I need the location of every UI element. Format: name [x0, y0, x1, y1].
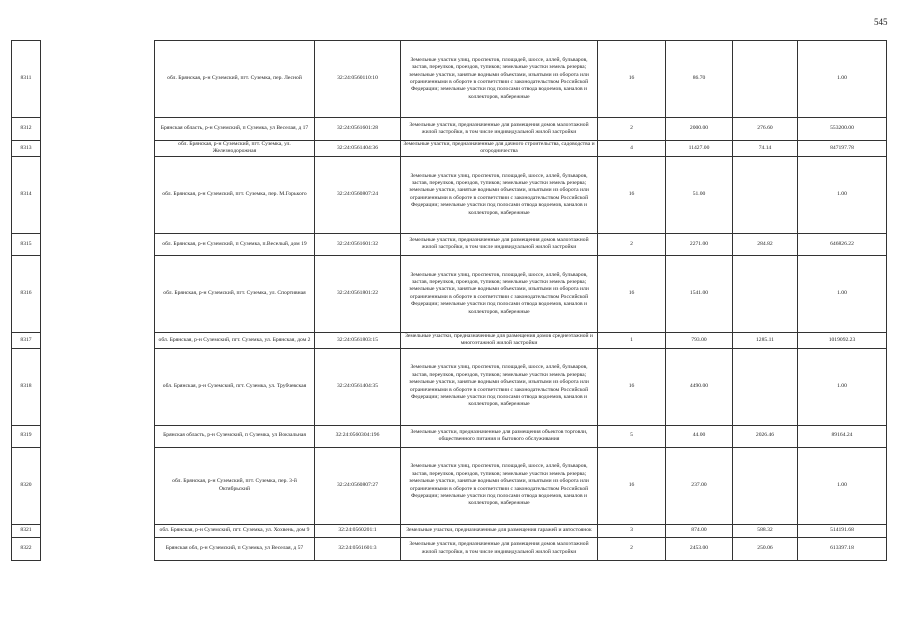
- table-row: [12, 425, 887, 447]
- table-row: [12, 524, 887, 537]
- land-purpose-cell: Земельные участки улиц, проспектов, площадей, шоссе, аллей, бульваров, застав, переулков, проездов, тупиков; земельные участки земель резерва; земельные участки, занятые водными объектами, изъятыми из оборота или ограниченными в обороте в соответствии с законодательством Российской Федерации; земельные участки под полосами отвода водоемов, каналов и коллекторов, набережные: [401, 348, 598, 425]
- cadastral-number-cell: 32:24:0561601:28: [315, 118, 401, 141]
- address-cell: Брянская область, р-н Суземский, п Суземка, ул Вокзальная: [155, 425, 315, 447]
- blank-cell: [41, 41, 155, 118]
- cadastral-value-cell: 553200.00: [798, 118, 887, 141]
- land-purpose-cell: Земельные участки, предназначенные для дачного строительства, садоводства и огородничества: [401, 141, 598, 157]
- area-cell: 2000.00: [666, 118, 733, 141]
- land-purpose-cell: Земельные участки, предназначенные для размещения домов малоэтажной жилой застройки, в том числе индивидуальной жилой застройки: [401, 233, 598, 255]
- area-cell: 237.00: [666, 447, 733, 524]
- cadastral-number-cell: 32:24:0560110:10: [315, 41, 401, 118]
- group-cell: 1: [598, 332, 666, 348]
- address-cell: обл. Брянская, р-н Суземский, пгт. Суземка, ул. Железнодорожная: [155, 141, 315, 157]
- table-body: [12, 41, 887, 561]
- row-id: 8320: [12, 447, 41, 524]
- land-purpose-cell: Земельные участки, предназначенные для размещения домов среднеэтажной и многоэтажной жилой застройки: [401, 332, 598, 348]
- rate-cell: 1285.11: [733, 332, 798, 348]
- cadastral-number-cell: 32:24:0561601:32: [315, 233, 401, 255]
- cadastral-value-cell: 89164.24: [798, 425, 887, 447]
- address-cell: обл. Брянская, р-н Суземский, пгт. Суземка, пер. М.Горького: [155, 156, 315, 233]
- area-cell: 2271.00: [666, 233, 733, 255]
- land-purpose-cell: Земельные участки улиц, проспектов, площадей, шоссе, аллей, бульваров, застав, переулков, проездов, тупиков; земельные участки земель резерва; земельные участки, занятые водными объектами, изъятыми из оборота или ограниченными в обороте в соответствии с законодательством Российской Федерации; земельные участки под полосами отвода водоемов, каналов и коллекторов, набережные: [401, 447, 598, 524]
- area-cell: 44.00: [666, 425, 733, 447]
- row-id: 8313: [12, 141, 41, 157]
- group-cell: 16: [598, 255, 666, 332]
- address-cell: обл. Брянская, р-н Суземский, пгт. Суземка, ул. Трубчевская: [155, 348, 315, 425]
- table-row: [12, 141, 887, 157]
- blank-cell: [41, 118, 155, 141]
- blank-cell: [41, 524, 155, 537]
- group-cell: 16: [598, 447, 666, 524]
- row-id: 8322: [12, 537, 41, 560]
- area-cell: 793.00: [666, 332, 733, 348]
- blank-cell: [41, 233, 155, 255]
- rate-cell: 250.06: [733, 537, 798, 560]
- blank-cell: [41, 156, 155, 233]
- row-id: 8317: [12, 332, 41, 348]
- address-cell: обл. Брянская, р-н Суземский, п Суземка, п.Веселый, дом 19: [155, 233, 315, 255]
- cadastral-value-cell: 1.00: [798, 41, 887, 118]
- table-row: [12, 348, 887, 425]
- group-cell: 16: [598, 41, 666, 118]
- table-row: [12, 537, 887, 560]
- row-id: 8311: [12, 41, 41, 118]
- row-id: 8318: [12, 348, 41, 425]
- rate-cell: [733, 447, 798, 524]
- cadastral-number-cell: 32:24:0561803:15: [315, 332, 401, 348]
- group-cell: 16: [598, 156, 666, 233]
- table-row: [12, 118, 887, 141]
- table-row: [12, 332, 887, 348]
- cadastral-value-cell: 1019092.23: [798, 332, 887, 348]
- land-purpose-cell: Земельные участки, предназначенные для размещения объектов торговли, общественного питания и бытового обслуживания: [401, 425, 598, 447]
- row-id: 8314: [12, 156, 41, 233]
- blank-cell: [41, 348, 155, 425]
- rate-cell: 74.14: [733, 141, 798, 157]
- rate-cell: 588.32: [733, 524, 798, 537]
- rate-cell: [733, 156, 798, 233]
- area-cell: 51.00: [666, 156, 733, 233]
- row-id: 8321: [12, 524, 41, 537]
- address-cell: обл. Брянская, р-н Суземский, пгт. Суземка, ул. Брянская, дом 2: [155, 332, 315, 348]
- land-purpose-cell: Земельные участки улиц, проспектов, площадей, шоссе, аллей, бульваров, застав, переулков, проездов, тупиков; земельные участки земель резерва; земельные участки, занятые водными объектами, изъятыми из оборота или ограниченными в обороте в соответствии с законодательством Российской Федерации; земельные участки под полосами отвода водоемов, каналов и коллекторов, набережные: [401, 156, 598, 233]
- group-cell: 5: [598, 425, 666, 447]
- table-row: [12, 255, 887, 332]
- area-cell: 4490.00: [666, 348, 733, 425]
- address-cell: обл. Брянская, р-н Суземский, пгт. Суземка, ул. Спортивная: [155, 255, 315, 332]
- group-cell: 2: [598, 537, 666, 560]
- page-number: 545: [874, 17, 888, 27]
- row-id: 8315: [12, 233, 41, 255]
- group-cell: 2: [598, 118, 666, 141]
- area-cell: 2453.00: [666, 537, 733, 560]
- group-cell: 4: [598, 141, 666, 157]
- blank-cell: [41, 425, 155, 447]
- address-cell: Брянская область, р-н Суземский, п Суземка, ул Веселая, д 17: [155, 118, 315, 141]
- area-cell: 874.00: [666, 524, 733, 537]
- cadastral-number-cell: 32:24:0561801:22: [315, 255, 401, 332]
- rate-cell: [733, 348, 798, 425]
- cadastral-number-cell: 32:24:0561601:3: [315, 537, 401, 560]
- group-cell: 2: [598, 233, 666, 255]
- cadastral-value-cell: 646826.22: [798, 233, 887, 255]
- group-cell: 3: [598, 524, 666, 537]
- rate-cell: 284.82: [733, 233, 798, 255]
- table-row: [12, 41, 887, 118]
- blank-cell: [41, 537, 155, 560]
- table-row: [12, 156, 887, 233]
- cadastral-value-cell: 1.00: [798, 156, 887, 233]
- address-cell: Брянская обл, р-н Суземский, п Суземка, ул Веселая, д 57: [155, 537, 315, 560]
- rate-cell: [733, 255, 798, 332]
- cadastral-number-cell: 32:24:0560807:27: [315, 447, 401, 524]
- cadastral-number-cell: 32:24:0560304:196: [315, 425, 401, 447]
- address-cell: обл. Брянская, р-н Суземский, пгт. Суземка, ул. Хохвень, дом 9: [155, 524, 315, 537]
- address-cell: обл. Брянская, р-н Суземский, пгт. Суземка, пер. 3-й Октябрьский: [155, 447, 315, 524]
- row-id: 8312: [12, 118, 41, 141]
- cadastral-value-cell: 1.00: [798, 255, 887, 332]
- cadastral-value-cell: 1.00: [798, 447, 887, 524]
- land-register-table: [11, 40, 887, 561]
- address-cell: обл. Брянская, р-н Суземский, пгт. Суземка, пер. Лесной: [155, 41, 315, 118]
- blank-cell: [41, 255, 155, 332]
- blank-cell: [41, 447, 155, 524]
- land-purpose-cell: Земельные участки, предназначенные для размещения домов малоэтажной жилой застройки, в том числе индивидуальной жилой застройки: [401, 537, 598, 560]
- table-row: [12, 233, 887, 255]
- rate-cell: 276.60: [733, 118, 798, 141]
- cadastral-number-cell: 32:24:0561404:36: [315, 141, 401, 157]
- land-purpose-cell: Земельные участки, предназначенные для размещения домов малоэтажной жилой застройки, в том числе индивидуальной жилой застройки: [401, 118, 598, 141]
- blank-cell: [41, 141, 155, 157]
- cadastral-value-cell: 1.00: [798, 348, 887, 425]
- rate-cell: [733, 41, 798, 118]
- cadastral-number-cell: 32:24:0561404:35: [315, 348, 401, 425]
- blank-cell: [41, 332, 155, 348]
- land-purpose-cell: Земельные участки, предназначенные для размещения гаражей и автостоянок: [401, 524, 598, 537]
- cadastral-value-cell: 613397.18: [798, 537, 887, 560]
- area-cell: 11427.00: [666, 141, 733, 157]
- rate-cell: 2026.46: [733, 425, 798, 447]
- land-purpose-cell: Земельные участки улиц, проспектов, площадей, шоссе, аллей, бульваров, застав, переулков, проездов, тупиков; земельные участки земель резерва; земельные участки, занятые водными объектами, изъятыми из оборота или ограниченными в обороте в соответствии с законодательством Российской Федерации; земельные участки под полосами отвода водоемов, каналов и коллекторов, набережные: [401, 255, 598, 332]
- land-purpose-cell: Земельные участки улиц, проспектов, площадей, шоссе, аллей, бульваров, застав, переулков, проездов, тупиков; земельные участки земель резерва; земельные участки, занятые водными объектами, изъятыми из оборота или ограниченными в обороте в соответствии с законодательством Российской Федерации; земельные участки под полосами отвода водоемов, каналов и коллекторов, набережные: [401, 41, 598, 118]
- row-id: 8319: [12, 425, 41, 447]
- group-cell: 16: [598, 348, 666, 425]
- row-id: 8316: [12, 255, 41, 332]
- cadastral-number-cell: 32:24:0560807:24: [315, 156, 401, 233]
- area-cell: 1541.00: [666, 255, 733, 332]
- cadastral-value-cell: 847197.78: [798, 141, 887, 157]
- cadastral-value-cell: 514191.68: [798, 524, 887, 537]
- table-row: [12, 447, 887, 524]
- cadastral-number-cell: 32:24:0560201:1: [315, 524, 401, 537]
- area-cell: 86.70: [666, 41, 733, 118]
